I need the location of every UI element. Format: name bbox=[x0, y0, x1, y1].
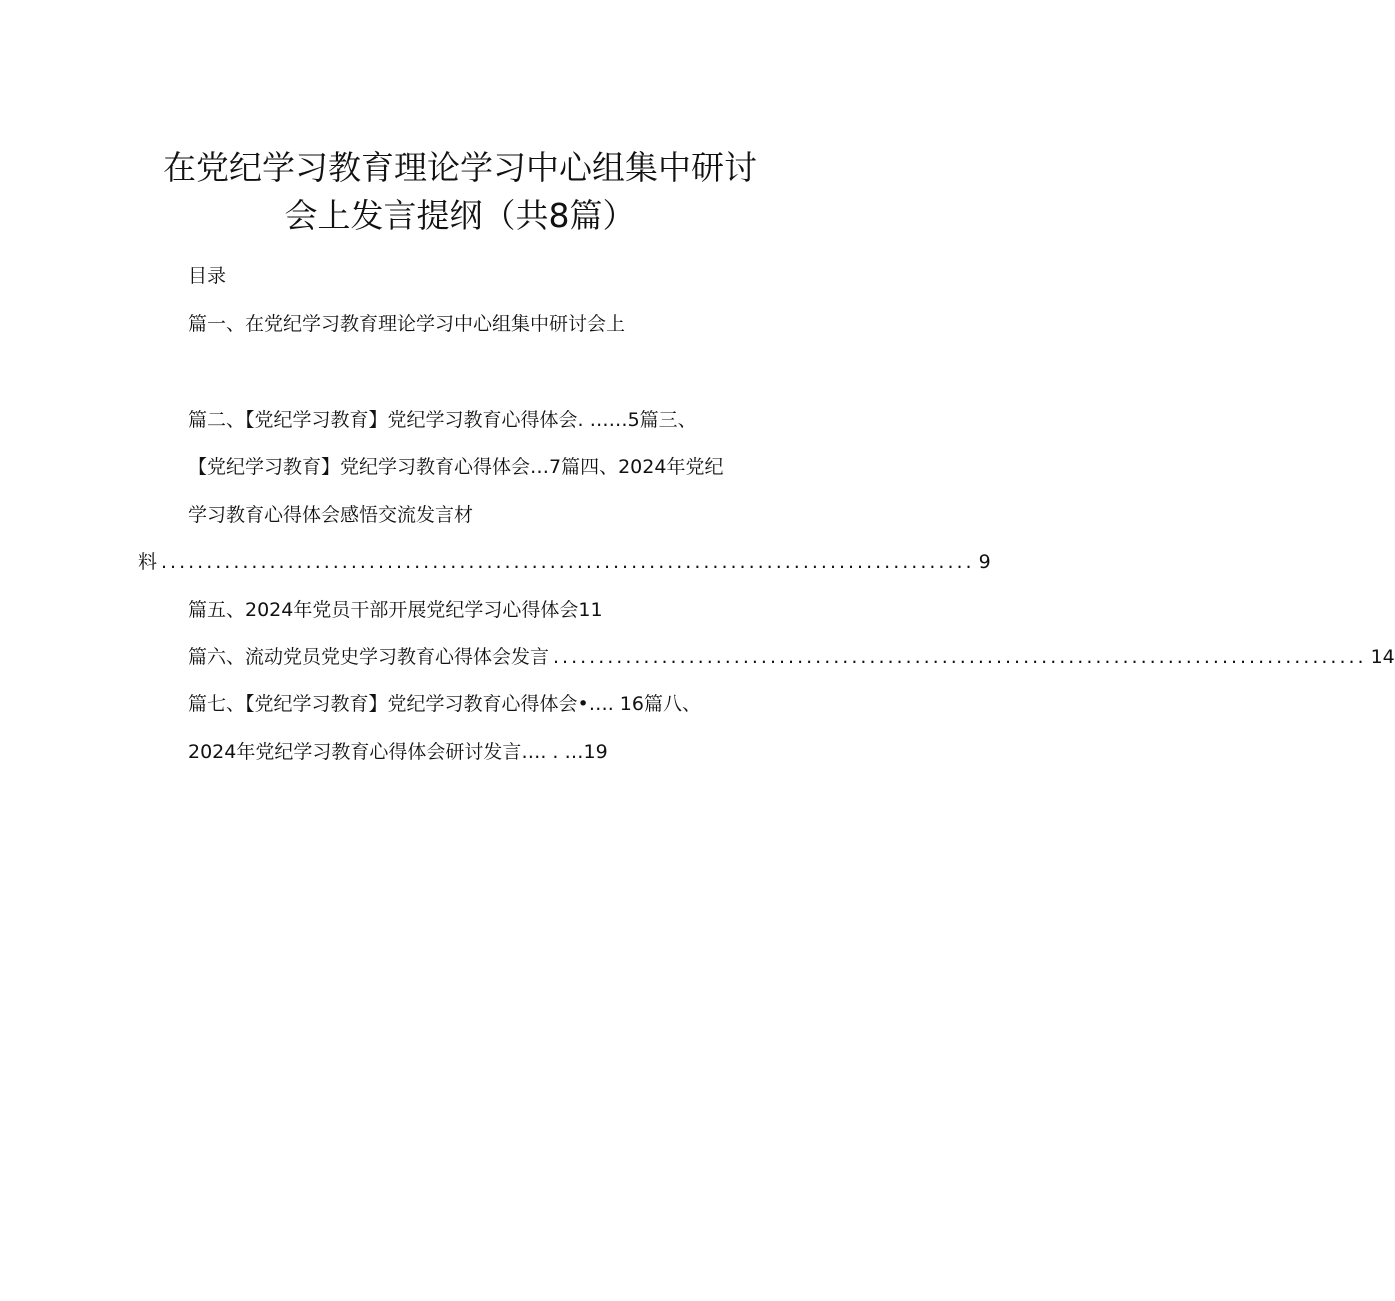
toc-entry-8: 篇七、【党纪学习教育】党纪学习教育心得体会•…. 16篇八、 bbox=[188, 693, 701, 715]
toc-entry-4: 学习教育心得体会感悟交流发言材 bbox=[188, 504, 474, 526]
toc-leader-dots: .......................................................................................... bbox=[161, 551, 975, 573]
toc-heading: 目录 bbox=[188, 265, 227, 287]
toc-entry-3: 【党纪学习教育】党纪学习教育心得体会…7篇四、2024年党纪 bbox=[188, 456, 724, 478]
toc-entry-7-page: 14 bbox=[1370, 646, 1395, 668]
toc-entry-1: 篇一、在党纪学习教育理论学习中心组集中研讨会上 bbox=[188, 313, 626, 335]
toc-entry-7-text: 篇六、流动党员党史学习教育心得体会发言 bbox=[188, 646, 550, 668]
toc-entry-2: 篇二、【党纪学习教育】党纪学习教育心得体会. ……5篇三、 bbox=[188, 409, 697, 431]
toc-entry-7 bbox=[188, 645, 1395, 669]
document-title-line-2: 会上发言提纲（共8篇） bbox=[284, 196, 636, 235]
toc-entry-5-text: 料 bbox=[138, 551, 158, 573]
toc-entry-5-page: 9 bbox=[978, 551, 991, 573]
toc-leader-dots: .......................................................................................... bbox=[553, 646, 1367, 668]
toc-entry-6: 篇五、2024年党员干部开展党纪学习心得体会11 bbox=[188, 599, 603, 621]
toc-entry-5 bbox=[138, 550, 991, 574]
document-title-line-1: 在党纪学习教育理论学习中心组集中研讨 bbox=[163, 148, 757, 187]
toc-entry-9: 2024年党纪学习教育心得体会研讨发言…. . …19 bbox=[188, 741, 608, 763]
